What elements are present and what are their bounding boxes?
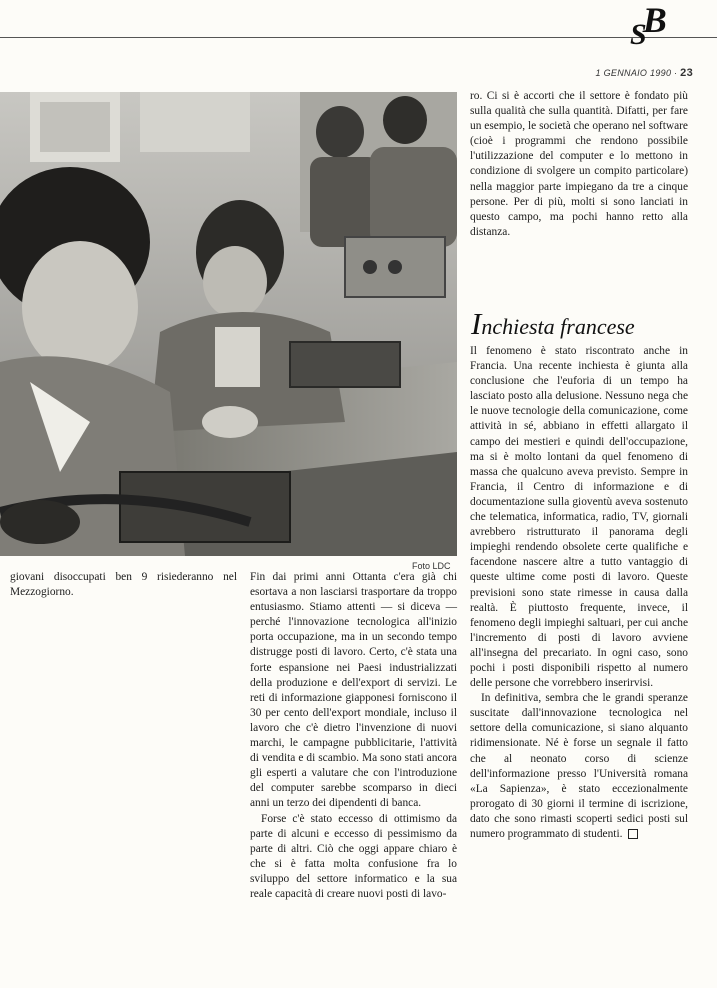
article-column-1: [10, 570, 237, 600]
paragraph: ro. Ci si è accorti che il settore è fondato più sulla qualità che sulla quantità. Difatti, per fare un esempio, le società che operano nel software (cioè i programmi che rendono possibile l'utilizzazione del computer e lo mettono in condizione di svolgere un compito particolare) nella maggior parte impiegano da tre a cinque persone. Per di più, molti si sono lanciati in questo campo, ma pochi hanno retto alla distanza.: [470, 90, 688, 238]
page-number: 23: [680, 67, 693, 79]
article-column-2: [250, 570, 457, 902]
article-column-3-bottom: [470, 344, 688, 842]
paragraph: Fin dai primi anni Ottanta c'era già chi esortava a non lasciarsi trasportare da troppo entusiasmo. Stiamo attenti — si diceva — perché l'innovazione tecnologica all'inizio porta occupazione, ma in un secondo tempo distrugge posti di lavoro. Certo, c'è stata una forte espansione nei Paesi industrializzati della produzione e dell'export di servizi. Le reti di informazione giapponesi forniscono il 30 per cento dell'export mondiale, incluso il lavoro che c'è dietro l'invenzione di nuovi marchi, le campagne pubblicitarie, l'attività di vendita e di scambio. Ma sono stati ancora gli esperti a valutare che con l'introduzione del computer sarebbe scomparso in dieci anni un terzo dei dipendenti di banca.: [250, 571, 457, 810]
magazine-logo: SB: [630, 0, 667, 51]
end-of-article-mark: [628, 829, 638, 839]
section-subheading: Inchiesta francese: [471, 306, 635, 341]
page-folio: 1 GENNAIO 1990 · 23: [595, 67, 693, 79]
paragraph: giovani disoccupati ben 9 risiederanno nel Mezzogiorno.: [10, 571, 237, 599]
photo-credit: Foto LDC: [412, 561, 451, 571]
paragraph: Il fenomeno è stato riscontrato anche in Francia. Una recente inchiesta è giunta alla conclusione che l'euforia di un tempo ha lasciato posto alla delusione. Nessuno nega che le nuove tecnologie della comunicazione, come attività in sé, abbiano in effetti allargato il campo dei mestieri e quindi dell'occupazione, ma si è molto lontani da quel fenomeno di massa che qualcuno aveva previsto. Sempre in Francia, il Centro di informazione e di documentazione sulla gioventù aveva sostenuto che telematica, informatica, radio, TV, giornali avrebbero ristrutturato il panorama degli impieghi rendendo obsolete certe qualifiche e facendone nascere altre a tutto vantaggio di queste ultime come posti di lavoro. Queste previsioni sono state rimesse in causa dalla realtà. È piuttosto frequente, invece, il fenomeno degli impieghi saltuari, per cui anche l'incremento di posti di lavoro avviene all'insegna del precariato. In ogni caso, sono pochi i posti disponibili rispetto al numero delle persone che vorrebbero inserirvisi.: [470, 345, 688, 690]
paragraph: Forse c'è stato eccesso di ottimismo da parte di alcuni e eccesso di pessimismo da parte di altri. Ciò che oggi appare chiaro è che si è fatta molta confusione fra lo sviluppo del settore informatico e la sua reale capacità di creare nuovi posti di lavo-: [250, 812, 457, 900]
header-rule: [0, 37, 717, 38]
paragraph: In definitiva, sembra che le grandi speranze suscitate dall'innovazione tecnologica nel settore della comunicazione, si siano alquanto ridimensionate. Né è forse un segnale il fatto che al neonato corso di scienze dell'informazione presso l'Università romana «La Sapienza», è stato eccezionalmente prorogato di 30 giorni il termine di iscrizione, dato che sono rimasti scoperti sedici posti sul numero programmato di studenti.: [470, 692, 688, 840]
article-column-3-top: [470, 89, 688, 240]
classroom-photo: [0, 92, 457, 556]
issue-date: 1 GENNAIO 1990: [595, 68, 672, 78]
